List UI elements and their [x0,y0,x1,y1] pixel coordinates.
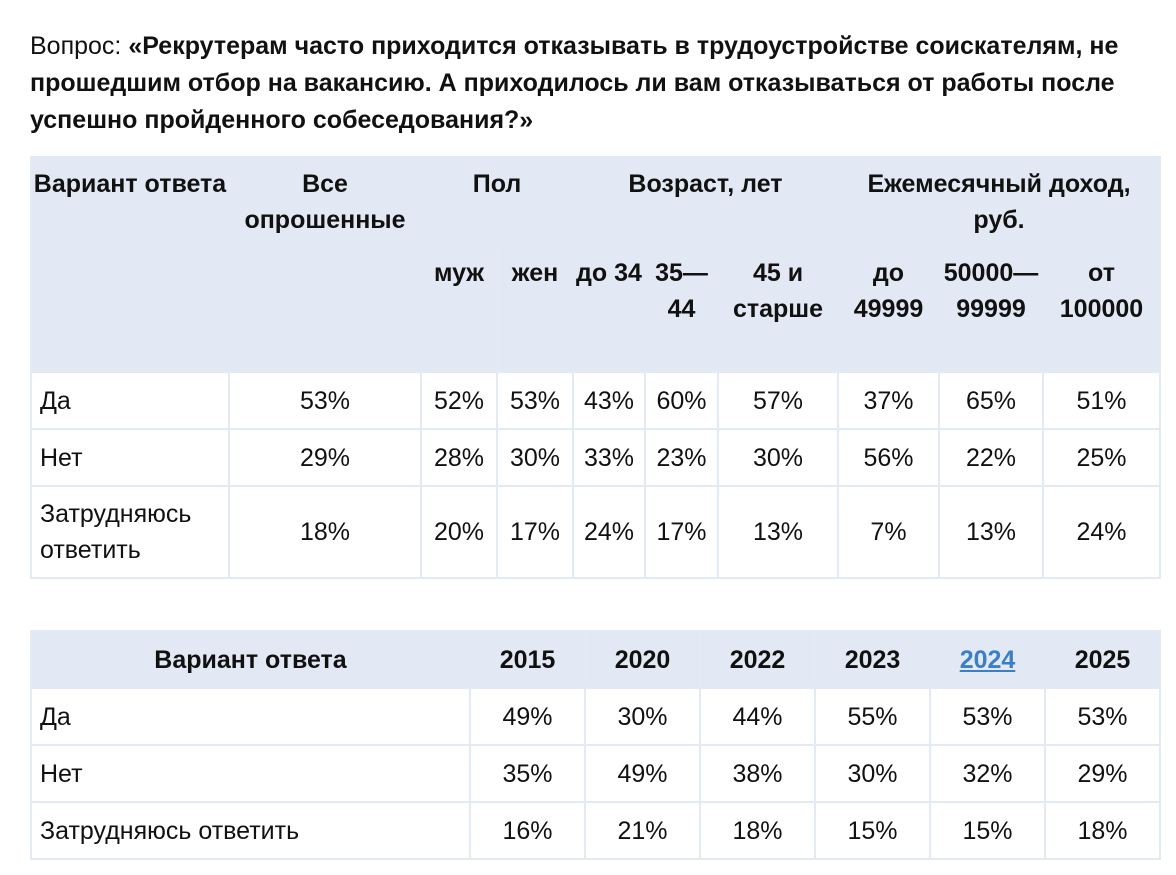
cell: 49% [470,688,585,745]
cell: 16% [470,802,585,859]
cell: 51% [1043,372,1160,429]
cell: 21% [585,802,700,859]
cell: 43% [573,372,645,429]
header-year-2025: 2025 [1045,631,1160,688]
cell: 55% [815,688,930,745]
cell: 30% [497,429,573,486]
cell: 18% [700,802,815,859]
cell: 65% [939,372,1043,429]
cell: 30% [718,429,838,486]
cell: 28% [421,429,497,486]
header-income: Ежемесячный доход, руб. [838,157,1160,244]
cell: 18% [1045,802,1160,859]
cell: 33% [573,429,645,486]
table-row [31,429,1160,486]
cell: 53% [497,372,573,429]
cell: 20% [421,486,497,578]
header-female: жен [497,244,573,372]
cell: 44% [700,688,815,745]
cell: 17% [645,486,718,578]
cell: 57% [718,372,838,429]
header-year-2023: 2023 [815,631,930,688]
table-row [31,688,1160,745]
cell: 30% [815,745,930,802]
cell: 15% [815,802,930,859]
cell: 18% [229,486,421,578]
cell: 53% [1045,688,1160,745]
cell: 53% [229,372,421,429]
table-row [31,372,1160,429]
year-2024-link[interactable]: 2024 [959,645,1016,674]
question-prefix: Вопрос: [30,32,129,60]
row-label: Нет [31,745,470,802]
demographic-table [30,156,1161,579]
cell: 24% [1043,486,1160,578]
cell: 60% [645,372,718,429]
header-age: Возраст, лет [573,157,838,244]
cell: 37% [838,372,939,429]
cell: 56% [838,429,939,486]
cell: 53% [930,688,1045,745]
header-answer: Вариант ответа [31,631,470,688]
header-income-2: 50000—99999 [939,244,1043,372]
cell: 52% [421,372,497,429]
header-income-1: до 49999 [838,244,939,372]
row-label: Да [31,688,470,745]
cell: 38% [700,745,815,802]
header-income-3: от 100000 [1043,244,1160,372]
cell: 29% [229,429,421,486]
header-year-2015: 2015 [470,631,585,688]
cell: 29% [1045,745,1160,802]
table-row [31,486,1160,578]
header-all: Все опрошенные [229,157,421,372]
cell: 13% [939,486,1043,578]
row-label: Да [31,372,229,429]
cell: 32% [930,745,1045,802]
survey-question [30,28,1160,139]
cell: 13% [718,486,838,578]
header-age-2: 35—44 [645,244,718,372]
row-label: Затрудняюсь ответить [31,486,229,578]
table-row [31,745,1160,802]
yearly-table [30,630,1161,860]
question-text: «Рекрутерам часто приходится отказывать в трудоустройстве соискателям, не прошедшим отбор на вакансию. А приходилось ли вам отказываться от работы после успешно пройденного собеседования?» [30,32,1119,134]
cell: 22% [939,429,1043,486]
header-year-2020: 2020 [585,631,700,688]
cell: 15% [930,802,1045,859]
cell: 7% [838,486,939,578]
cell: 30% [585,688,700,745]
cell: 49% [585,745,700,802]
row-label: Затрудняюсь ответить [31,802,470,859]
cell: 24% [573,486,645,578]
row-label: Нет [31,429,229,486]
cell: 25% [1043,429,1160,486]
header-age-1: до 34 [573,244,645,372]
header-year-2022: 2022 [700,631,815,688]
header-male: муж [421,244,497,372]
table-row [31,802,1160,859]
cell: 35% [470,745,585,802]
header-gender: Пол [421,157,573,244]
header-answer: Вариант ответа [31,157,229,372]
cell: 23% [645,429,718,486]
cell: 17% [497,486,573,578]
header-year-2024 [930,631,1045,688]
header-age-3: 45 и старше [718,244,838,372]
